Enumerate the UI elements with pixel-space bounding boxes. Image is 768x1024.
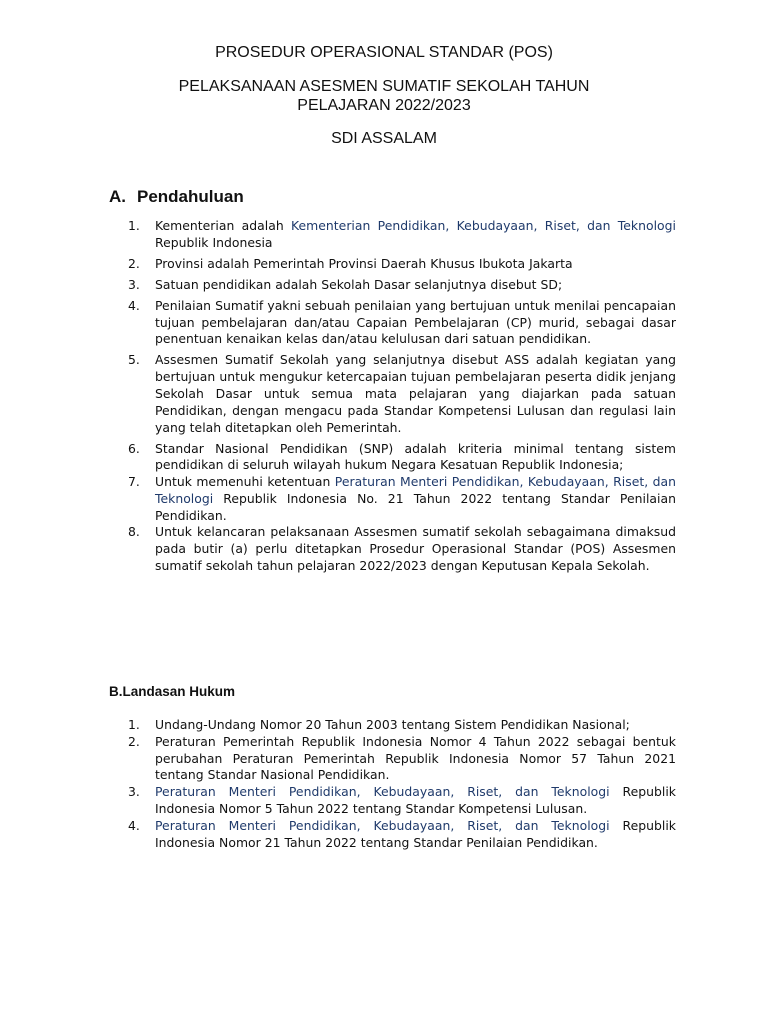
- regulation-link[interactable]: Peraturan Menteri Pendidikan, Kebudayaan, Riset, dan Teknologi: [155, 817, 610, 833]
- section-b-heading: B.Landasan Hukum: [109, 684, 236, 699]
- list-item-number: 5.: [128, 352, 140, 368]
- list-item: [128, 818, 676, 852]
- section-a-heading: [109, 187, 244, 207]
- list-item-text: Kementerian adalah: [155, 218, 292, 233]
- list-item-number: 1.: [128, 717, 140, 732]
- list-item: [128, 784, 676, 818]
- list-item-text: Republik Indonesia Nomor 5 Tahun 2022 tentang Standar Kompetensi Lulusan.: [155, 784, 676, 816]
- list-item-number: 7.: [128, 474, 140, 490]
- document-subtitle-line2: PELAJARAN 2022/2023: [297, 97, 471, 114]
- list-item-number: 4.: [128, 817, 140, 833]
- list-item-number: 3.: [128, 276, 140, 292]
- list-item-text: Undang-Undang Nomor 20 Tahun 2003 tentang Sistem Pendidikan Nasional;: [155, 717, 630, 732]
- list-item: [128, 474, 676, 524]
- list-item-text: Penilaian Sumatif yakni sebuah penilaian yang bertujuan untuk menilai pencapaian tujuan pembelajaran dan/atau Capaian Pembelajaran (CP) murid, sebagai dasar penentuan kenaikan kelas dan/atau kelulusan dari satuan pendidikan.: [155, 297, 676, 347]
- list-item-text: Assesmen Sumatif Sekolah yang selanjutnya disebut ASS adalah kegiatan yang bertujuan untuk mengukur ketercapaian tujuan pembelajaran peserta didik jenjang Sekolah Dasar untuk semua mata pelajaran yang diajarkan pada satuan Pendidikan, dengan mengacu pada Standar Kompetensi Lulusan dan regulasi lain yang telah ditetapkan oleh Pemerintah.: [155, 352, 676, 435]
- list-item-text: Untuk kelancaran pelaksanaan Assesmen sumatif sekolah sebagaimana dimaksud pada butir (a) perlu ditetapkan Prosedur Operasional Standar (POS) Assesmen sumatif sekolah tahun pelajaran 2022/2023 dengan Keputusan Kepala Sekolah.: [155, 524, 676, 574]
- document-title: PROSEDUR OPERASIONAL STANDAR (POS): [215, 44, 553, 61]
- list-item-number: 4.: [128, 297, 140, 313]
- list-item-text: Provinsi adalah Pemerintah Provinsi Daerah Khusus Ibukota Jakarta: [155, 255, 573, 271]
- list-item-text: Republik Indonesia: [155, 234, 273, 250]
- list-item-number: 3.: [128, 784, 140, 800]
- regulation-link[interactable]: Peraturan Menteri Pendidikan, Kebudayaan, Riset, dan Teknologi: [155, 474, 676, 506]
- list-item-number: 6.: [128, 440, 140, 456]
- list-item-number: 2.: [128, 733, 140, 749]
- section-b-list: [128, 717, 676, 851]
- list-item-text: Untuk memenuhi ketentuan: [155, 474, 335, 490]
- list-item-text: Peraturan Pemerintah Republik Indonesia Nomor 4 Tahun 2022 sebagai bentuk perubahan Peraturan Pemerintah Republik Indonesia Nomor 57 Tahun 2021 tentang Standar Nasional Pendidikan.: [155, 733, 676, 783]
- list-item: [128, 218, 676, 252]
- list-item: [128, 441, 676, 475]
- list-item-text: Satuan pendidikan adalah Sekolah Dasar selanjutnya disebut SD;: [155, 276, 563, 292]
- school-name: SDI ASSALAM: [331, 130, 437, 147]
- section-a-list: [128, 218, 676, 579]
- list-item-number: 2.: [128, 255, 140, 271]
- list-item: [128, 256, 676, 273]
- list-item-text: Republik Indonesia No. 21 Tahun 2022 tentang Standar Penilaian Pendidikan.: [155, 490, 676, 523]
- list-item: [128, 734, 676, 784]
- regulation-link[interactable]: Peraturan Menteri Pendidikan, Kebudayaan, Riset, dan Teknologi: [155, 784, 610, 800]
- list-item: [128, 524, 676, 574]
- ministry-link[interactable]: Kementerian Pendidikan, Kebudayaan, Riset, dan Teknologi: [291, 218, 676, 233]
- list-item: [128, 352, 676, 436]
- list-item-text: Republik Indonesia Nomor 21 Tahun 2022 tentang Standar Penilaian Pendidikan.: [155, 817, 676, 850]
- document-subtitle-line1: PELAKSANAAN ASESMEN SUMATIF SEKOLAH TAHUN: [178, 78, 590, 95]
- document-subtitle: [0, 77, 768, 115]
- list-item-number: 1.: [128, 218, 140, 233]
- list-item: [128, 298, 676, 348]
- list-item: [128, 277, 676, 294]
- list-item: [128, 717, 676, 734]
- section-a-title: Pendahuluan: [137, 187, 244, 206]
- list-item-number: 8.: [128, 524, 140, 540]
- list-item-text: Standar Nasional Pendidikan (SNP) adalah kriteria minimal tentang sistem pendidikan di seluruh wilayah hukum Negara Kesatuan Republik Indonesia;: [155, 440, 676, 473]
- section-a-letter: A.: [109, 187, 126, 206]
